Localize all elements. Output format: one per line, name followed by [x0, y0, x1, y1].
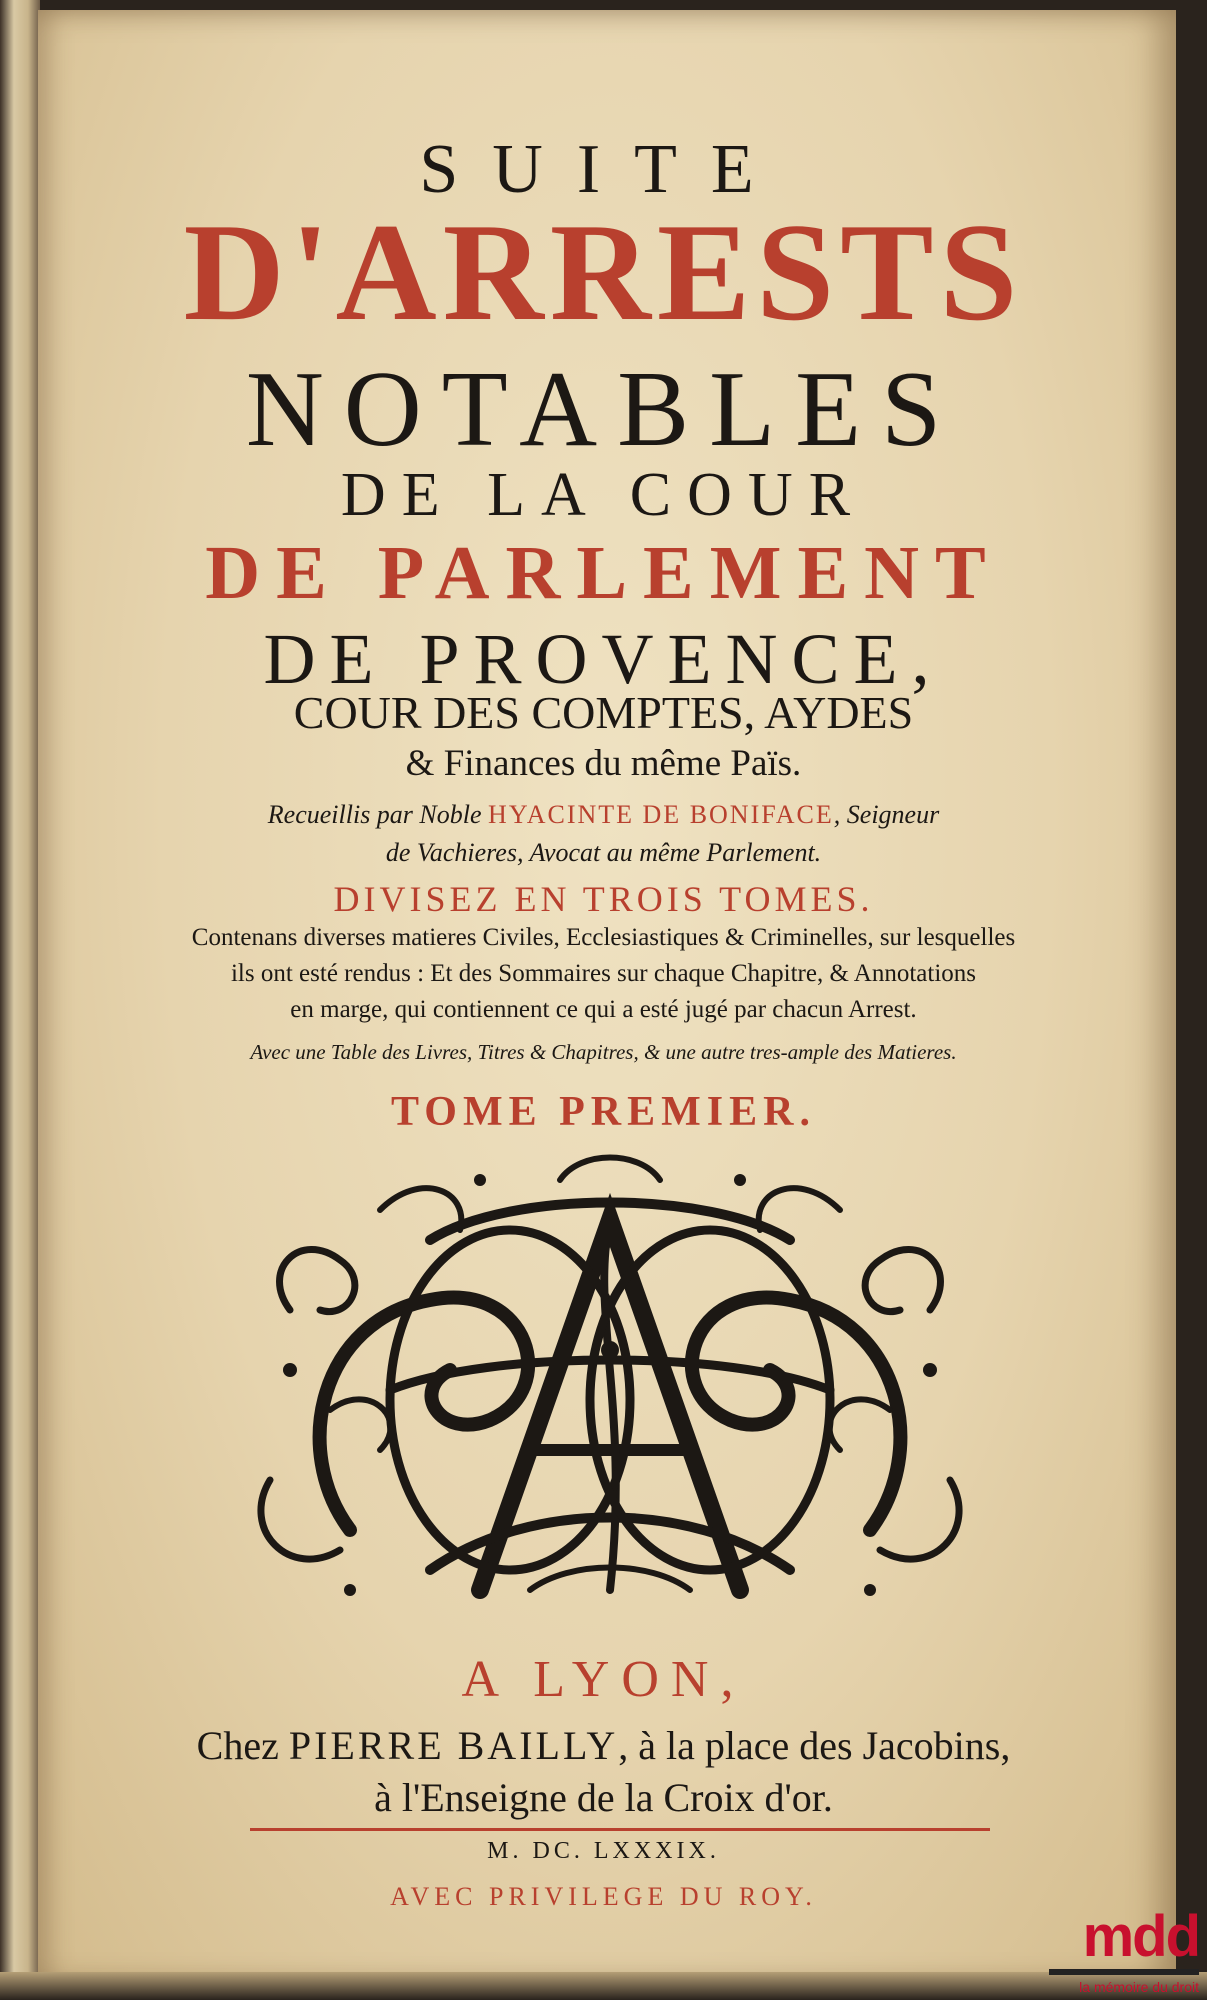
- publisher-prefix: Chez: [196, 1723, 279, 1768]
- collector-name: HYACINTE DE BONIFACE: [488, 800, 834, 829]
- title-line-de-la-cour: DE LA COUR: [340, 461, 867, 529]
- contents-line-2: ils ont esté rendus : Et des Sommaires sur chaque Chapitre, & Annotations: [230, 960, 977, 987]
- volume-line: TOME PREMIER.: [391, 1089, 816, 1135]
- division-line: DIVISEZ EN TROIS TOMES.: [333, 879, 874, 919]
- title-line-darrests: D'ARRESTS: [183, 195, 1024, 350]
- tables-line: Avec une Table des Livres, Titres & Chapitres, & une autre tres-ample des Matieres.: [250, 1040, 957, 1064]
- title-line-de-provence: DE PROVENCE,: [263, 619, 944, 699]
- collector-suffix: , Seigneur: [833, 800, 940, 829]
- publisher-name: PIERRE BAILLY: [288, 1723, 619, 1768]
- title-line-suite: SUITE: [419, 131, 788, 208]
- place-line: A LYON,: [461, 1651, 746, 1708]
- publisher-line: [0, 1722, 1207, 1769]
- title-line-finances: & Finances du même Païs.: [405, 743, 802, 784]
- publisher-suffix: , à la place des Jacobins,: [618, 1723, 1011, 1768]
- mdd-logo-mark: [1083, 1905, 1199, 1969]
- title-line-cour-des-comptes: COUR DES COMPTES, AYDES: [293, 687, 914, 738]
- contents-line-1: Contenans diverses matieres Civiles, Ecclesiastiques & Criminelles, sur lesquelles: [191, 924, 1016, 951]
- mdd-logo: [1045, 1905, 1205, 2000]
- date-line: M. DC. LXXXIX.: [487, 1838, 720, 1864]
- mdd-logo-text: mdd: [1082, 1904, 1199, 1969]
- collector-line-2: de Vachieres, Avocat au même Parlement.: [385, 838, 822, 867]
- mdd-logo-tagline: la mémoire du droit: [1079, 1979, 1199, 1995]
- collector-line: [0, 800, 1207, 830]
- collector-prefix: Recueillis par Noble: [267, 800, 482, 829]
- address-line: à l'Enseigne de la Croix d'or.: [374, 1775, 833, 1820]
- red-rule-divider: [250, 1828, 990, 1831]
- contents-line-3: en marge, qui contiennent ce qui a esté jugé par chacun Arrest.: [290, 996, 917, 1023]
- title-line-de-parlement: DE PARLEMENT: [205, 531, 1002, 615]
- royal-monogram-cipher-icon: [230, 1150, 990, 1620]
- privilege-line: AVEC PRIVILEGE DU ROY.: [390, 1882, 817, 1911]
- title-line-notables: NOTABLES: [245, 350, 962, 469]
- book-bottom-edge: [0, 1972, 1207, 2000]
- mdd-logo-bar: [1049, 1969, 1199, 1975]
